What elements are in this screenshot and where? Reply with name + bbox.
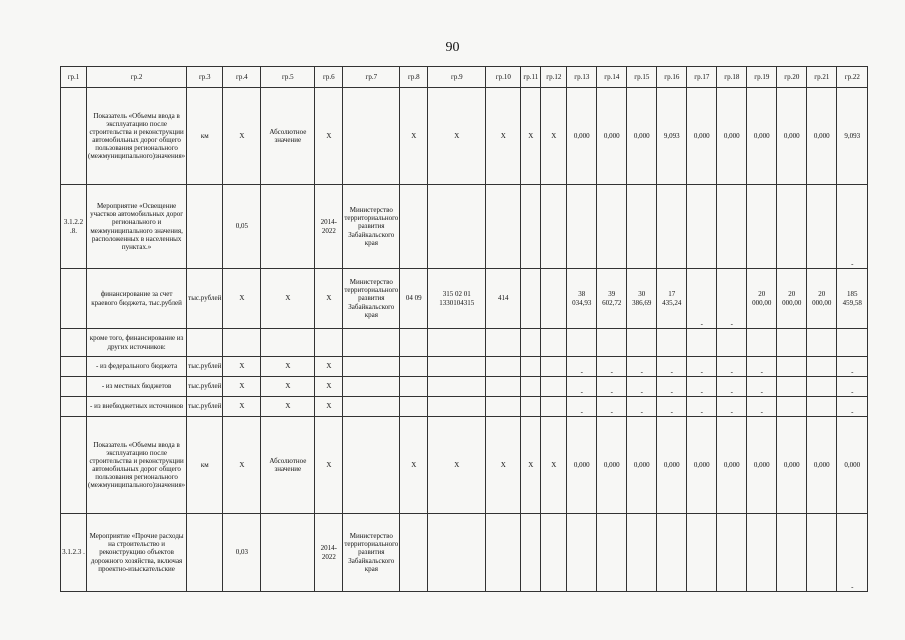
table-cell: 20 000,00 — [807, 269, 837, 329]
table-cell — [428, 377, 486, 397]
table-cell: - — [627, 357, 657, 377]
table-cell: X — [521, 417, 541, 514]
table-cell: Мероприятие «Прочие расходы на строительство и реконструкцию объектов дорожного хозяйства, включая проектно-изыскательские — [87, 514, 187, 592]
table-cell: 2014- 2022 — [315, 185, 343, 269]
table-cell: X — [521, 88, 541, 185]
table-cell — [400, 397, 428, 417]
table-cell: 0,000 — [807, 417, 837, 514]
table-cell — [187, 514, 223, 592]
table-cell — [777, 357, 807, 377]
table-cell: - — [657, 397, 687, 417]
table-cell: X — [223, 269, 261, 329]
table-cell — [541, 329, 567, 357]
table-cell: 30 386,69 — [627, 269, 657, 329]
table-cell — [261, 329, 315, 357]
table-cell — [343, 329, 400, 357]
table-cell: км — [187, 88, 223, 185]
table-cell: - из федерального бюджета — [87, 357, 187, 377]
table-cell — [61, 88, 87, 185]
table-cell — [521, 514, 541, 592]
table-cell: - — [717, 357, 747, 377]
table-row — [61, 417, 868, 514]
table-cell — [486, 377, 521, 397]
table-cell: - — [687, 377, 717, 397]
table-cell: X — [315, 417, 343, 514]
col-header: гр.12 — [541, 67, 567, 88]
table-cell: Министерство территориального развития Забайкальского края — [343, 269, 400, 329]
table-cell — [400, 185, 428, 269]
table-cell — [400, 329, 428, 357]
table-cell: - — [747, 377, 777, 397]
table-cell — [343, 357, 400, 377]
table-row — [61, 514, 868, 592]
table-cell — [400, 377, 428, 397]
table-cell: - — [747, 397, 777, 417]
header-row — [61, 67, 868, 88]
table-cell: тыс.рублей — [187, 357, 223, 377]
table-cell — [61, 417, 87, 514]
table-cell — [777, 397, 807, 417]
table-cell — [807, 185, 837, 269]
table-cell: 2014- 2022 — [315, 514, 343, 592]
table-cell — [627, 185, 657, 269]
table-cell: тыс.рублей — [187, 397, 223, 417]
table-cell: X — [223, 417, 261, 514]
table-cell — [657, 329, 687, 357]
data-table — [60, 66, 868, 592]
table-cell: 3.1.2.2 .8. — [61, 185, 87, 269]
table-cell — [521, 397, 541, 417]
col-header: гр.11 — [521, 67, 541, 88]
col-header: гр.4 — [223, 67, 261, 88]
table-cell: X — [315, 377, 343, 397]
table-cell: финансирование за счет краевого бюджета, тыс.рублей — [87, 269, 187, 329]
col-header: гр.9 — [428, 67, 486, 88]
table-cell: - — [597, 357, 627, 377]
table-cell — [747, 514, 777, 592]
table-cell: - — [837, 377, 868, 397]
table-cell — [521, 377, 541, 397]
table-cell: 0,000 — [837, 417, 868, 514]
table-cell: - — [627, 397, 657, 417]
table-cell — [687, 329, 717, 357]
table-cell — [61, 397, 87, 417]
table-row — [61, 185, 868, 269]
table-cell: 0,000 — [687, 88, 717, 185]
table-cell — [541, 357, 567, 377]
table-cell — [343, 417, 400, 514]
table-cell: X — [486, 88, 521, 185]
table-cell — [747, 329, 777, 357]
table-cell: - — [837, 185, 868, 269]
table-cell: 0,03 — [223, 514, 261, 592]
table-cell: 9,093 — [837, 88, 868, 185]
col-header: гр.20 — [777, 67, 807, 88]
table-cell: X — [315, 88, 343, 185]
table-cell: 0,000 — [747, 417, 777, 514]
col-header: гр.17 — [687, 67, 717, 88]
table-cell — [61, 377, 87, 397]
table-cell — [717, 185, 747, 269]
table-cell: X — [315, 357, 343, 377]
table-cell — [261, 514, 315, 592]
table-cell: - — [687, 269, 717, 329]
table-cell: 0,000 — [747, 88, 777, 185]
table-cell: 0,000 — [627, 417, 657, 514]
col-header: гр.18 — [717, 67, 747, 88]
table-cell — [521, 185, 541, 269]
table-cell — [521, 329, 541, 357]
table-cell: Министерство территориального развития Забайкальского края — [343, 185, 400, 269]
table-cell: 0,000 — [777, 88, 807, 185]
table-cell: Абсолютное значение — [261, 417, 315, 514]
table-row — [61, 397, 868, 417]
table-cell — [567, 185, 597, 269]
table-cell: 20 000,00 — [747, 269, 777, 329]
table-cell: X — [223, 397, 261, 417]
table-cell — [657, 185, 687, 269]
table-cell — [187, 185, 223, 269]
col-header: гр.19 — [747, 67, 777, 88]
table-cell: 04 09 — [400, 269, 428, 329]
col-header: гр.2 — [87, 67, 187, 88]
table-cell: тыс.рублей — [187, 269, 223, 329]
table-cell: X — [400, 88, 428, 185]
table-cell — [717, 514, 747, 592]
table-cell — [343, 397, 400, 417]
table-cell — [541, 514, 567, 592]
table-cell — [807, 357, 837, 377]
table-cell — [400, 357, 428, 377]
table-cell: X — [428, 88, 486, 185]
table-row — [61, 377, 868, 397]
table-cell: - — [597, 377, 627, 397]
table-cell: X — [261, 377, 315, 397]
table-cell — [777, 329, 807, 357]
table-cell: - — [717, 397, 747, 417]
table-cell — [807, 397, 837, 417]
table-cell: X — [261, 397, 315, 417]
table-cell — [486, 397, 521, 417]
table-cell: 0,000 — [597, 417, 627, 514]
table-cell: 0,05 — [223, 185, 261, 269]
table-row — [61, 269, 868, 329]
table-cell: Показатель «Объемы ввода в эксплуатацию после строительства и реконструкции автомобильных дорог общего пользования регионального (межмуниципального)значения» — [87, 88, 187, 185]
table-cell: 0,000 — [777, 417, 807, 514]
table-cell — [777, 185, 807, 269]
table-cell: - — [567, 357, 597, 377]
table-cell — [261, 185, 315, 269]
table-cell — [343, 377, 400, 397]
table-cell: - из внебюджетных источников — [87, 397, 187, 417]
page-number: 90 — [445, 40, 460, 55]
table-cell: 0,000 — [597, 88, 627, 185]
col-header: гр.15 — [627, 67, 657, 88]
table-cell — [567, 514, 597, 592]
table-cell — [597, 329, 627, 357]
table-cell — [61, 269, 87, 329]
table-cell: - — [717, 377, 747, 397]
table-cell — [428, 329, 486, 357]
col-header: гр.7 — [343, 67, 400, 88]
table-cell: 185 459,58 — [837, 269, 868, 329]
table-cell — [486, 357, 521, 377]
table-cell — [597, 185, 627, 269]
col-header: гр.6 — [315, 67, 343, 88]
table-cell: X — [486, 417, 521, 514]
table-cell: X — [428, 417, 486, 514]
table-cell: - — [597, 397, 627, 417]
table-cell: - — [837, 514, 868, 592]
col-header: гр.3 — [187, 67, 223, 88]
table-cell — [400, 514, 428, 592]
table-cell: км — [187, 417, 223, 514]
table-cell: X — [315, 397, 343, 417]
table-cell — [428, 514, 486, 592]
table-cell — [627, 514, 657, 592]
table-cell: X — [541, 88, 567, 185]
table-cell — [61, 329, 87, 357]
table-cell: X — [223, 88, 261, 185]
table-cell: 9,093 — [657, 88, 687, 185]
table-cell: тыс.рублей — [187, 377, 223, 397]
table-cell — [597, 514, 627, 592]
table-cell — [343, 88, 400, 185]
table-cell: 0,000 — [657, 417, 687, 514]
table-cell — [486, 185, 521, 269]
table-cell: - — [747, 357, 777, 377]
col-header: гр.14 — [597, 67, 627, 88]
table-cell — [657, 514, 687, 592]
table-cell — [807, 514, 837, 592]
table-row — [61, 88, 868, 185]
table-cell — [521, 357, 541, 377]
table-cell: - — [567, 377, 597, 397]
table-cell: - из местных бюджетов — [87, 377, 187, 397]
table-cell — [777, 514, 807, 592]
table-row — [61, 329, 868, 357]
table-cell — [486, 329, 521, 357]
col-header: гр.16 — [657, 67, 687, 88]
table-cell — [521, 269, 541, 329]
table-cell: - — [837, 397, 868, 417]
table-cell: 38 034,93 — [567, 269, 597, 329]
table-cell: Показатель «Объемы ввода в эксплуатацию после строительства и реконструкции автомобильных дорог общего пользования регионального (межмуниципального)значения» — [87, 417, 187, 514]
table-cell — [428, 185, 486, 269]
table-cell: 39 602,72 — [597, 269, 627, 329]
table-cell: - — [687, 397, 717, 417]
table-cell — [428, 357, 486, 377]
table-cell — [223, 329, 261, 357]
table-cell: X — [541, 417, 567, 514]
col-header: гр.22 — [837, 67, 868, 88]
table-cell: - — [657, 357, 687, 377]
table-cell: Мероприятие «Освещение участков автомобильных дорог регионального и межмуниципального значения, расположенных в населенных пунктах.» — [87, 185, 187, 269]
table-cell — [541, 397, 567, 417]
table-row — [61, 357, 868, 377]
table-cell: кроме того, финансирование из других источников: — [87, 329, 187, 357]
table-cell — [807, 329, 837, 357]
col-header: гр.21 — [807, 67, 837, 88]
table-cell: 0,000 — [717, 417, 747, 514]
table-cell: Министерство территориального развития Забайкальского края — [343, 514, 400, 592]
table-cell — [567, 329, 597, 357]
table-cell — [717, 329, 747, 357]
table-cell: X — [400, 417, 428, 514]
col-header: гр.8 — [400, 67, 428, 88]
table-cell: 0,000 — [627, 88, 657, 185]
col-header: гр.5 — [261, 67, 315, 88]
table-cell: 0,000 — [717, 88, 747, 185]
table-cell — [61, 357, 87, 377]
table-cell: - — [717, 269, 747, 329]
table-cell: Абсолютное значение — [261, 88, 315, 185]
table-cell: X — [223, 357, 261, 377]
table-cell: X — [315, 269, 343, 329]
table-cell — [777, 377, 807, 397]
table-cell — [486, 514, 521, 592]
table-cell — [541, 185, 567, 269]
table-cell — [837, 329, 868, 357]
table-cell: - — [837, 357, 868, 377]
col-header: гр.10 — [486, 67, 521, 88]
table-cell — [687, 514, 717, 592]
table-cell — [687, 185, 717, 269]
table-cell: 20 000,00 — [777, 269, 807, 329]
col-header: гр.1 — [61, 67, 87, 88]
table-cell: 3.1.2.3 . — [61, 514, 87, 592]
table-cell: X — [261, 357, 315, 377]
table-cell — [541, 377, 567, 397]
table-cell — [807, 377, 837, 397]
table-cell: 0,000 — [687, 417, 717, 514]
table-cell: 315 02 01 1330104315 — [428, 269, 486, 329]
table-cell: 414 — [486, 269, 521, 329]
table-cell: 0,000 — [807, 88, 837, 185]
table-cell — [187, 329, 223, 357]
table-cell — [627, 329, 657, 357]
table-cell — [315, 329, 343, 357]
table-cell: 0,000 — [567, 88, 597, 185]
table-cell: - — [687, 357, 717, 377]
col-header: гр.13 — [567, 67, 597, 88]
table-cell: X — [223, 377, 261, 397]
table-cell — [428, 397, 486, 417]
table-cell: 17 435,24 — [657, 269, 687, 329]
table-cell: - — [657, 377, 687, 397]
table-cell — [541, 269, 567, 329]
table-cell: 0,000 — [567, 417, 597, 514]
table-cell: X — [261, 269, 315, 329]
table-cell: - — [627, 377, 657, 397]
table-cell: - — [567, 397, 597, 417]
table-cell — [747, 185, 777, 269]
